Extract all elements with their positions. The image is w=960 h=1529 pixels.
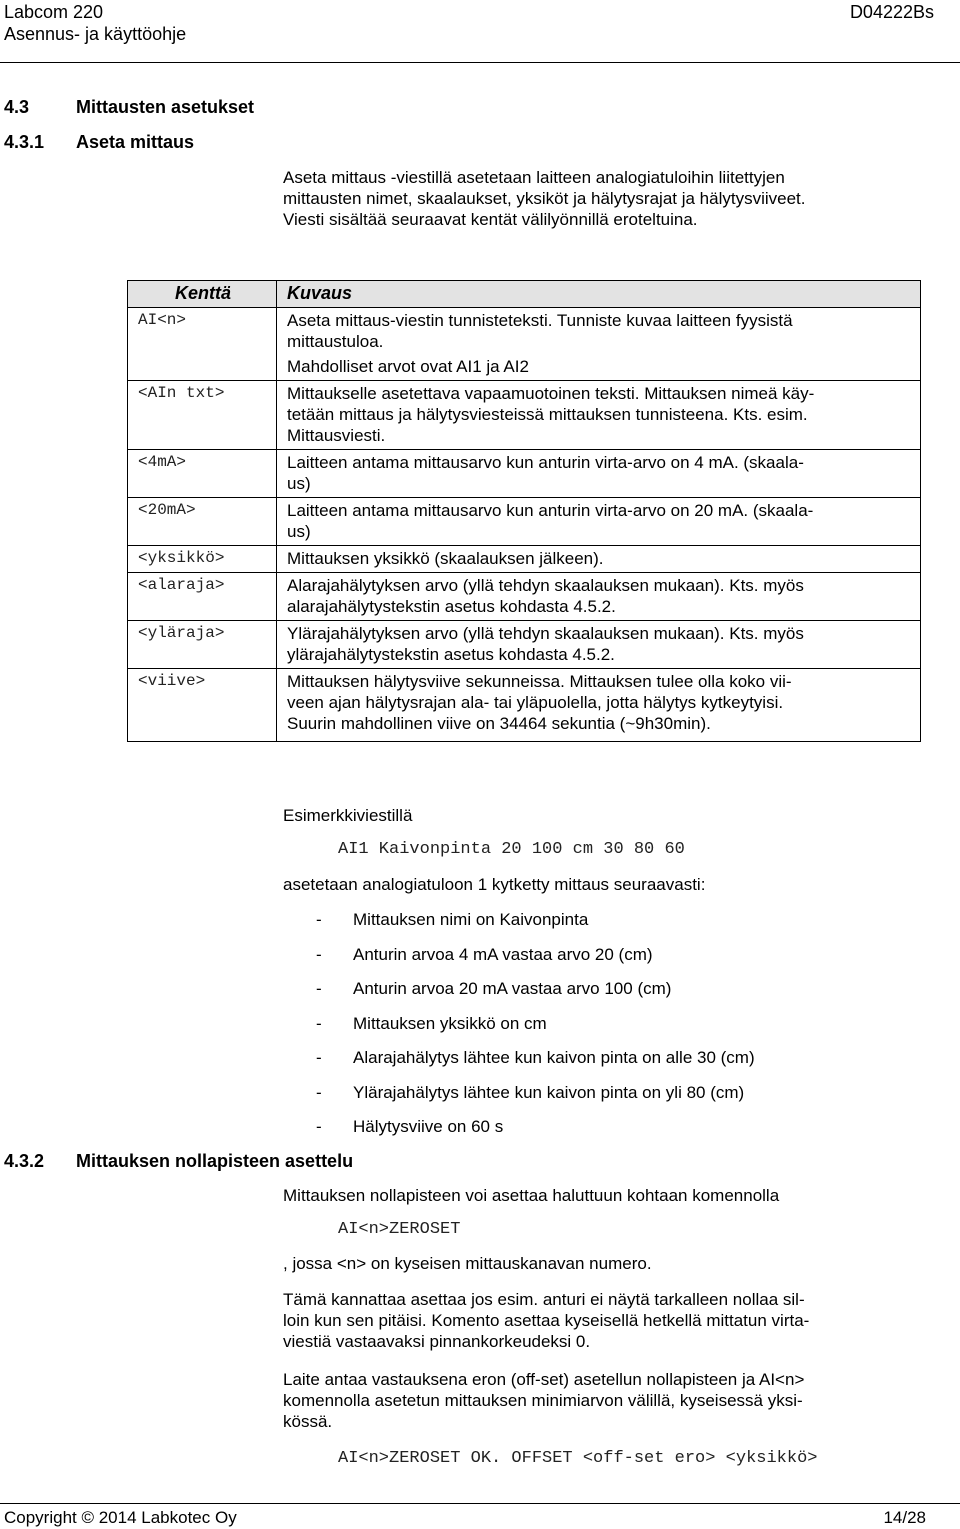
field-table bbox=[127, 280, 921, 742]
field-name: <yläraja> bbox=[128, 621, 277, 669]
bullet-dash: - bbox=[316, 910, 322, 929]
description-line: us) bbox=[287, 474, 311, 493]
intro-paragraph bbox=[283, 167, 923, 230]
bullet-text: Hälytysviive on 60 s bbox=[353, 1117, 504, 1136]
header-divider bbox=[0, 62, 960, 63]
field-description bbox=[277, 498, 921, 546]
table-row bbox=[128, 381, 921, 450]
paragraph-line: loin kun sen pitäisi. Komento asettaa kyseisellä hetkellä mittatun virta- bbox=[283, 1311, 810, 1330]
field-description bbox=[277, 573, 921, 621]
paragraph-line: Laite antaa vastauksena eron (off-set) asetellun nollapisteen ja AI<n> bbox=[283, 1370, 805, 1389]
description-line: Mittaukselle asetettava vapaamuotoinen teksti. Mittauksen nimeä käy- bbox=[287, 384, 815, 403]
bullet-dash: - bbox=[316, 1014, 322, 1033]
table-row bbox=[128, 621, 921, 669]
section-title-4-3-2: Mittauksen nollapisteen asettelu bbox=[76, 1151, 354, 1171]
field-description bbox=[277, 621, 921, 669]
description-line: mittaustuloa. bbox=[287, 332, 384, 351]
zeroset-command-code: AI<n>ZEROSET bbox=[338, 1220, 461, 1239]
field-name: <AIn txt> bbox=[128, 381, 277, 450]
paragraph-line: Tämä kannattaa asettaa jos esim. anturi ei näytä tarkalleen nollaa sil- bbox=[283, 1290, 805, 1309]
intro-line: Aseta mittaus -viestillä asetetaan laitteen analogiatuloihin liitettyjen bbox=[283, 168, 785, 187]
description-line: alarajahälytystekstin asetus kohdasta 4.5.2. bbox=[287, 597, 616, 616]
section-number-4-3-1: 4.3.1 bbox=[4, 132, 45, 152]
field-description bbox=[277, 450, 921, 498]
description-line: Ylärajahälytyksen arvo (yllä tehdyn skaalauksen mukaan). Kts. myös bbox=[287, 624, 804, 643]
description-line: Laitteen antama mittausarvo kun anturin virta-arvo on 4 mA. (skaala- bbox=[287, 453, 804, 472]
description-line: ylärajahälytystekstin asetus kohdasta 4.5.2. bbox=[287, 645, 615, 664]
example-lead: asetetaan analogiatuloon 1 kytketty mittaus seuraavasti: bbox=[283, 875, 706, 894]
field-name: AI<n> bbox=[128, 308, 277, 381]
paragraph-line: viestiä vastaavaksi pinnankorkeudeksi 0. bbox=[283, 1332, 591, 1351]
bullet-dash: - bbox=[316, 945, 322, 964]
footer-page-number: 14/28 bbox=[883, 1508, 926, 1527]
zeroset-paragraph-2: , jossa <n> on kyseisen mittauskanavan numero. bbox=[283, 1254, 652, 1273]
description-line: Mittauksen hälytysviive sekunneissa. Mittauksen tulee olla koko vii- bbox=[287, 672, 792, 691]
description-line: us) bbox=[287, 522, 311, 541]
table-row bbox=[128, 573, 921, 621]
bullet-dash: - bbox=[316, 1083, 322, 1102]
zeroset-paragraph-4 bbox=[283, 1369, 923, 1432]
bullet-dash: - bbox=[316, 1117, 322, 1136]
field-name: <yksikkö> bbox=[128, 546, 277, 573]
bullet-text: Ylärajahälytys lähtee kun kaivon pinta on yli 80 (cm) bbox=[353, 1083, 745, 1102]
bullet-dash: - bbox=[316, 1048, 322, 1067]
header-doc-code: D04222Bs bbox=[849, 2, 934, 22]
field-name: <20mA> bbox=[128, 498, 277, 546]
header-doc-subtitle: Asennus- ja käyttöohje bbox=[4, 24, 187, 44]
footer-copyright: Copyright © 2014 Labkotec Oy bbox=[4, 1508, 237, 1527]
bullet-dash: - bbox=[316, 979, 322, 998]
bullet-text: Alarajahälytys lähtee kun kaivon pinta on alle 30 (cm) bbox=[353, 1048, 755, 1067]
field-name: <4mA> bbox=[128, 450, 277, 498]
section-title-4-3-1: Aseta mittaus bbox=[76, 132, 195, 152]
table-header-row bbox=[128, 281, 921, 308]
description-line: Mahdolliset arvot ovat AI1 ja AI2 bbox=[287, 357, 529, 376]
table-header-field: Kenttä bbox=[128, 281, 277, 308]
description-line: Aseta mittaus-viestin tunnisteteksti. Tunniste kuvaa laitteen fyysistä bbox=[287, 311, 793, 330]
table-header-description: Kuvaus bbox=[277, 281, 921, 308]
description-line: veen ajan hälytysrajan ala- tai yläpuolella, jotta hälytys kytkeytyisi. bbox=[287, 693, 784, 712]
paragraph-line: komennolla asetetun mittauksen minimiarvon välillä, kyseisessä yksi- bbox=[283, 1391, 803, 1410]
bullet-text: Anturin arvoa 20 mA vastaa arvo 100 (cm) bbox=[353, 979, 672, 998]
zeroset-response-code: AI<n>ZEROSET OK. OFFSET <off-set ero> <yksikkö> bbox=[338, 1449, 818, 1468]
table-row bbox=[128, 450, 921, 498]
section-title-4-3: Mittausten asetukset bbox=[76, 97, 255, 117]
zeroset-paragraph-3 bbox=[283, 1289, 923, 1352]
table-row bbox=[128, 669, 921, 742]
table-row bbox=[128, 546, 921, 573]
description-line: Suurin mahdollinen viive on 34464 sekuntia (~9h30min). bbox=[287, 714, 711, 733]
description-line: tetään mittaus ja hälytysviesteissä mittauksen tunnisteena. Kts. esim. bbox=[287, 405, 808, 424]
bullet-text: Mittauksen nimi on Kaivonpinta bbox=[353, 910, 589, 929]
field-name: <viive> bbox=[128, 669, 277, 742]
header-doc-title: Labcom 220 bbox=[4, 2, 104, 22]
bullet-text: Anturin arvoa 4 mA vastaa arvo 20 (cm) bbox=[353, 945, 653, 964]
zeroset-paragraph-1: Mittauksen nollapisteen voi asettaa haluttuun kohtaan komennolla bbox=[283, 1186, 780, 1205]
field-description bbox=[277, 381, 921, 450]
paragraph-line: kössä. bbox=[283, 1412, 333, 1431]
field-description bbox=[277, 669, 921, 742]
footer-divider bbox=[0, 1503, 960, 1504]
intro-line: mittausten nimet, skaalaukset, yksiköt ja hälytysrajat ja hälytysviiveet. bbox=[283, 189, 806, 208]
field-description bbox=[277, 308, 921, 381]
description-line: Mittauksen yksikkö (skaalauksen jälkeen). bbox=[287, 549, 604, 568]
table-row bbox=[128, 498, 921, 546]
description-line: Alarajahälytyksen arvo (yllä tehdyn skaalauksen mukaan). Kts. myös bbox=[287, 576, 804, 595]
bullet-text: Mittauksen yksikkö on cm bbox=[353, 1014, 547, 1033]
section-number-4-3-2: 4.3.2 bbox=[4, 1151, 45, 1171]
example-intro: Esimerkkiviestillä bbox=[283, 806, 413, 825]
description-line: Laitteen antama mittausarvo kun anturin virta-arvo on 20 mA. (skaala- bbox=[287, 501, 814, 520]
intro-line: Viesti sisältää seuraavat kentät välilyönnillä eroteltuina. bbox=[283, 210, 698, 229]
table-row bbox=[128, 308, 921, 381]
field-description bbox=[277, 546, 921, 573]
section-number-4-3: 4.3 bbox=[4, 97, 30, 117]
example-code: AI1 Kaivonpinta 20 100 cm 30 80 60 bbox=[338, 840, 685, 859]
field-name: <alaraja> bbox=[128, 573, 277, 621]
description-line: Mittausviesti. bbox=[287, 426, 386, 445]
